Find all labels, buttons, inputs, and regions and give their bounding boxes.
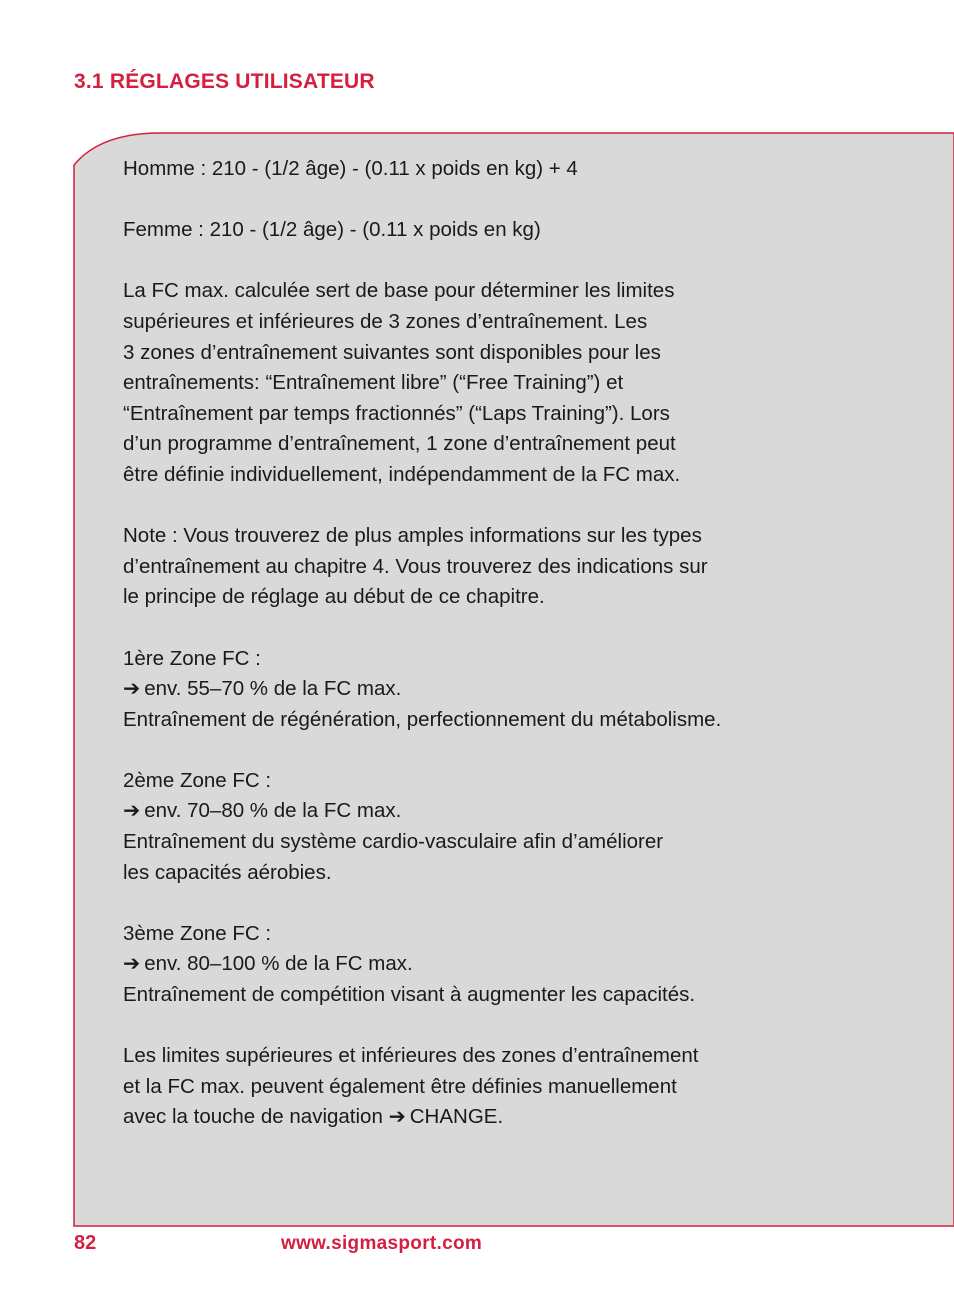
zone1-range xyxy=(123,674,923,705)
zone3-title: 3ème Zone FC : xyxy=(123,921,272,945)
formula-men-text: Homme : 210 - (1/2 âge) - (0.11 x poids en kg) + 4 xyxy=(123,157,578,180)
note-line: d’entraînement au chapitre 4. Vous trouverez des indications sur xyxy=(123,554,708,578)
zone2-title: 2ème Zone FC : xyxy=(123,768,272,792)
section-title: 3.1 RÉGLAGES UTILISATEUR xyxy=(74,70,375,93)
page-number: 82 xyxy=(74,1232,97,1254)
formula-women-text: Femme : 210 - (1/2 âge) - (0.11 x poids en kg) xyxy=(123,218,541,242)
intro-line: La FC max. calculée sert de base pour déterminer les limites xyxy=(123,279,675,303)
formula-women xyxy=(123,215,923,246)
arrow-right-icon: ➔ xyxy=(123,677,141,701)
zone1-desc: Entraînement de régénération, perfectionnement du métabolisme. xyxy=(123,707,722,731)
zone2-desc: les capacités aérobies. xyxy=(123,860,332,884)
intro-line: “Entraînement par temps fractionnés” (“Laps Training”). Lors xyxy=(123,401,670,425)
intro-line: d’un programme d’entraînement, 1 zone d’entraînement peut xyxy=(123,432,676,456)
closing-line3-suffix: CHANGE. xyxy=(409,1105,504,1129)
arrow-right-icon: ➔ xyxy=(388,1105,406,1129)
zone2-range-text: env. 70–80 % de la FC max. xyxy=(144,799,402,823)
closing-line: Les limites supérieures et inférieures des zones d’entraînement xyxy=(123,1044,699,1068)
zone3-desc: Entraînement de compétition visant à augmenter les capacités. xyxy=(123,983,696,1007)
closing-paragraph xyxy=(123,1041,923,1133)
zone3-block xyxy=(123,919,923,1011)
panel-text xyxy=(123,154,923,1133)
zone2-desc: Entraînement du système cardio-vasculaire afin d’améliorer xyxy=(123,830,664,854)
zone2-range xyxy=(123,796,923,827)
arrow-right-icon: ➔ xyxy=(123,952,141,976)
zone1-block xyxy=(123,644,923,736)
footer-url: www.sigmasport.com xyxy=(281,1233,483,1254)
arrow-right-icon: ➔ xyxy=(123,799,141,823)
zone1-range-text: env. 55–70 % de la FC max. xyxy=(144,677,402,701)
closing-line xyxy=(123,1102,923,1133)
zone3-range xyxy=(123,949,923,980)
note-paragraph xyxy=(123,521,923,613)
note-line: Note : Vous trouverez de plus amples informations sur les types xyxy=(123,524,702,548)
zone1-title: 1ère Zone FC : xyxy=(123,646,261,670)
intro-line: 3 zones d’entraînement suivantes sont disponibles pour les xyxy=(123,340,661,364)
closing-line: et la FC max. peuvent également être définies manuellement xyxy=(123,1074,677,1098)
intro-line: entraînements: “Entraînement libre” (“Free Training”) et xyxy=(123,371,624,395)
note-line: le principe de réglage au début de ce chapitre. xyxy=(123,585,545,609)
zone2-block xyxy=(123,766,923,888)
formula-men xyxy=(123,154,923,185)
intro-line: supérieures et inférieures de 3 zones d’entraînement. Les xyxy=(123,309,648,333)
closing-line3-prefix: avec la touche de navigation xyxy=(123,1105,383,1129)
intro-line: être définie individuellement, indépendamment de la FC max. xyxy=(123,462,681,486)
intro-paragraph xyxy=(123,276,923,490)
zone3-range-text: env. 80–100 % de la FC max. xyxy=(144,952,413,976)
